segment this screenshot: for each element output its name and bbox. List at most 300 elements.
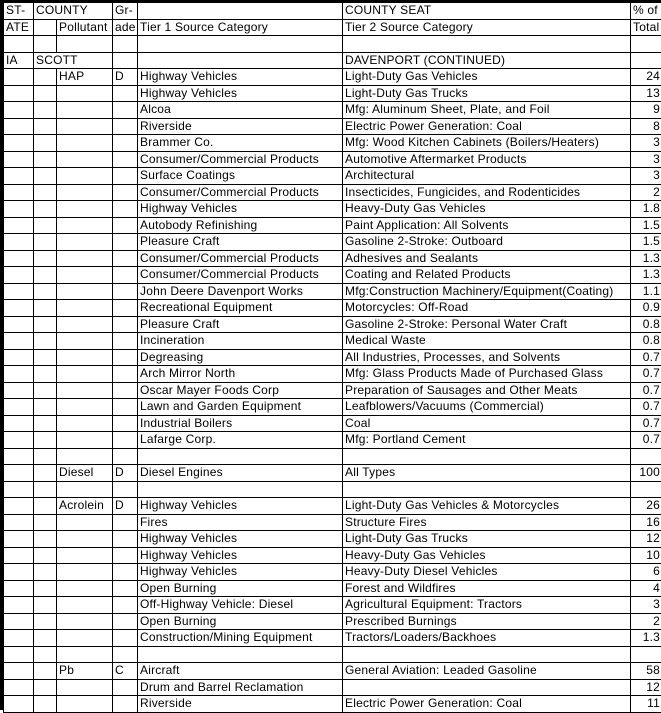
empty-cell: [113, 36, 138, 53]
tier1-cell: Lafarge Corp.: [138, 432, 343, 449]
tier1-cell: Arch Mirror North: [138, 366, 343, 383]
table-row: [4, 630, 661, 647]
empty-cell: [4, 234, 34, 251]
blank-row: [4, 448, 661, 465]
empty-cell: [57, 102, 113, 119]
pct-cell: 26: [631, 498, 661, 515]
table-row: [4, 564, 661, 581]
empty-cell: [57, 333, 113, 350]
tier2-cell: Insecticides, Fungicides, and Rodenticides: [343, 184, 631, 201]
tier2-cell: Gasoline 2-Stroke: Outboard: [343, 234, 631, 251]
empty-cell: [34, 646, 57, 663]
tier2-cell: Light-Duty Gas Vehicles & Motorcycles: [343, 498, 631, 515]
tier1-cell: Highway Vehicles: [138, 85, 343, 102]
empty-cell: [113, 333, 138, 350]
pct-cell: 4: [631, 580, 661, 597]
empty-cell: [631, 448, 661, 465]
empty-cell: [34, 102, 57, 119]
table-row: [4, 118, 661, 135]
empty-cell: [34, 399, 57, 416]
empty-cell: [631, 52, 661, 69]
empty-cell: [4, 184, 34, 201]
header-pct: % of: [631, 3, 661, 20]
pct-cell: 3: [631, 168, 661, 185]
header-pollutant: Pollutant: [57, 19, 113, 36]
tier1-cell: Surface Coatings: [138, 168, 343, 185]
table-row: [4, 349, 661, 366]
tier2-cell: Agricultural Equipment: Tractors: [343, 597, 631, 614]
table-row: [4, 69, 661, 86]
empty-cell: [34, 151, 57, 168]
blank-row: [4, 481, 661, 498]
empty-cell: [113, 630, 138, 647]
tier1-cell: Highway Vehicles: [138, 547, 343, 564]
pct-cell: 1.3: [631, 630, 661, 647]
empty-cell: [34, 69, 57, 86]
header-county: COUNTY: [34, 3, 113, 20]
emissions-table: [3, 2, 661, 713]
tier2-cell: Light-Duty Gas Trucks: [343, 531, 631, 548]
empty-cell: [57, 679, 113, 696]
table-row: [4, 547, 661, 564]
empty-cell: [113, 531, 138, 548]
table-row: [4, 102, 661, 119]
tier1-cell: Consumer/Commercial Products: [138, 151, 343, 168]
empty-cell: [4, 646, 34, 663]
empty-cell: [4, 382, 34, 399]
grade-cell: C: [113, 663, 138, 680]
empty-cell: [4, 85, 34, 102]
empty-cell: [4, 36, 34, 53]
empty-cell: [113, 349, 138, 366]
tier1-cell: Highway Vehicles: [138, 69, 343, 86]
empty-cell: [343, 36, 631, 53]
empty-cell: [138, 36, 343, 53]
empty-cell: [34, 663, 57, 680]
header-row-1: [4, 3, 661, 20]
table-row: [4, 498, 661, 515]
empty-cell: [57, 415, 113, 432]
table-row: [4, 613, 661, 630]
empty-cell: [34, 36, 57, 53]
pct-cell: 6: [631, 564, 661, 581]
tier2-cell: Mfg: Portland Cement: [343, 432, 631, 449]
empty-cell: [113, 613, 138, 630]
pct-cell: 13: [631, 85, 661, 102]
empty-cell: [4, 349, 34, 366]
pct-cell: 1.3: [631, 267, 661, 284]
empty-cell: [4, 481, 34, 498]
tier1-cell: Autobody Refinishing: [138, 217, 343, 234]
empty-cell: [113, 399, 138, 416]
tier1-cell: Lawn and Garden Equipment: [138, 399, 343, 416]
pct-cell: 2: [631, 184, 661, 201]
pct-cell: 12: [631, 531, 661, 548]
table-row: [4, 415, 661, 432]
empty-cell: [113, 679, 138, 696]
empty-cell: [57, 481, 113, 498]
empty-cell: [113, 234, 138, 251]
tier2-cell: Mfg: Wood Kitchen Cabinets (Boilers/Heaters): [343, 135, 631, 152]
tier2-cell: Adhesives and Sealants: [343, 250, 631, 267]
empty-cell: [57, 283, 113, 300]
empty-cell: [57, 118, 113, 135]
table-row: [4, 283, 661, 300]
tier1-cell: Riverside: [138, 696, 343, 713]
table-row: [4, 580, 661, 597]
empty-cell: [113, 580, 138, 597]
empty-cell: [4, 514, 34, 531]
empty-cell: [57, 597, 113, 614]
empty-cell: [57, 531, 113, 548]
tier1-cell: Fires: [138, 514, 343, 531]
empty-cell: [57, 267, 113, 284]
empty-cell: [34, 613, 57, 630]
tier1-cell: Consumer/Commercial Products: [138, 267, 343, 284]
pct-cell: 16: [631, 514, 661, 531]
empty-cell: [57, 432, 113, 449]
pct-cell: 0.7: [631, 432, 661, 449]
empty-cell: [113, 547, 138, 564]
tier1-cell: Industrial Boilers: [138, 415, 343, 432]
empty-cell: [4, 250, 34, 267]
tier2-cell: Architectural: [343, 168, 631, 185]
tier2-cell: Heavy-Duty Gas Vehicles: [343, 201, 631, 218]
table-row: [4, 135, 661, 152]
pct-cell: 1.5: [631, 234, 661, 251]
empty-cell: [113, 415, 138, 432]
pct-cell: 11: [631, 696, 661, 713]
table-row: [4, 316, 661, 333]
pollutant-cell: Pb: [57, 663, 113, 680]
empty-cell: [4, 597, 34, 614]
tier1-cell: John Deere Davenport Works: [138, 283, 343, 300]
tier2-cell: Heavy-Duty Diesel Vehicles: [343, 564, 631, 581]
empty-cell: [4, 399, 34, 416]
empty-cell: [4, 547, 34, 564]
empty-cell: [113, 201, 138, 218]
tier1-cell: Oscar Mayer Foods Corp: [138, 382, 343, 399]
empty-cell: [4, 415, 34, 432]
empty-cell: [57, 630, 113, 647]
empty-cell: [57, 300, 113, 317]
empty-cell: [57, 514, 113, 531]
empty-cell: [34, 432, 57, 449]
empty-cell: [4, 69, 34, 86]
empty-cell: [113, 118, 138, 135]
tier2-cell: Leafblowers/Vacuums (Commercial): [343, 399, 631, 416]
empty-cell: [4, 102, 34, 119]
empty-cell: [4, 366, 34, 383]
empty-cell: [57, 349, 113, 366]
table-row: [4, 663, 661, 680]
empty-cell: [34, 250, 57, 267]
pct-cell: 1.1: [631, 283, 661, 300]
grade-cell: D: [113, 498, 138, 515]
empty-cell: [34, 184, 57, 201]
tier2-cell: Coal: [343, 415, 631, 432]
empty-cell: [57, 382, 113, 399]
tier1-cell: Pleasure Craft: [138, 316, 343, 333]
empty-cell: [113, 168, 138, 185]
tier1-cell: Highway Vehicles: [138, 564, 343, 581]
empty-cell: [631, 36, 661, 53]
empty-cell: [57, 366, 113, 383]
empty-cell: [113, 514, 138, 531]
pct-cell: 12: [631, 679, 661, 696]
empty-cell: [34, 597, 57, 614]
state-cell: IA: [4, 52, 34, 69]
tier1-cell: Drum and Barrel Reclamation: [138, 679, 343, 696]
empty-cell: [113, 597, 138, 614]
empty-cell: [113, 250, 138, 267]
empty-cell: [4, 613, 34, 630]
empty-cell: [4, 531, 34, 548]
empty-cell: [4, 267, 34, 284]
empty-cell: [113, 184, 138, 201]
blank-row: [4, 646, 661, 663]
empty-cell: [113, 432, 138, 449]
header-state-2: ATE: [4, 19, 34, 36]
table-row: [4, 217, 661, 234]
table-row: [4, 514, 661, 531]
empty-cell: [57, 234, 113, 251]
pct-cell: 0.7: [631, 349, 661, 366]
empty-cell: [34, 349, 57, 366]
empty-cell: [113, 283, 138, 300]
empty-cell: [34, 333, 57, 350]
empty-cell: [113, 217, 138, 234]
tier2-cell: All Industries, Processes, and Solvents: [343, 349, 631, 366]
empty-cell: [113, 52, 138, 69]
empty-cell: [113, 267, 138, 284]
empty-cell: [57, 36, 113, 53]
empty-cell: [113, 151, 138, 168]
empty-cell: [34, 382, 57, 399]
tier1-cell: Brammer Co.: [138, 135, 343, 152]
empty-cell: [4, 118, 34, 135]
tier1-cell: Highway Vehicles: [138, 498, 343, 515]
empty-cell: [4, 465, 34, 482]
table-row: [4, 382, 661, 399]
tier1-cell: Diesel Engines: [138, 465, 343, 482]
pct-cell: 10: [631, 547, 661, 564]
tier2-cell: General Aviation: Leaded Gasoline: [343, 663, 631, 680]
table-row: [4, 432, 661, 449]
empty-cell: [57, 399, 113, 416]
empty-cell: [57, 151, 113, 168]
pct-cell: 100: [631, 465, 661, 482]
tier1-cell: Open Burning: [138, 613, 343, 630]
tier2-cell: Paint Application: All Solvents: [343, 217, 631, 234]
empty-cell: [113, 102, 138, 119]
tier1-cell: Degreasing: [138, 349, 343, 366]
tier2-cell: Light-Duty Gas Trucks: [343, 85, 631, 102]
empty-cell: [343, 646, 631, 663]
tier2-cell: Heavy-Duty Gas Vehicles: [343, 547, 631, 564]
empty-cell: [34, 465, 57, 482]
empty-cell: [34, 580, 57, 597]
empty-cell: [4, 448, 34, 465]
empty-cell: [113, 564, 138, 581]
table-row: [4, 201, 661, 218]
empty-cell: [57, 316, 113, 333]
empty-cell: [4, 151, 34, 168]
empty-cell: [4, 333, 34, 350]
pct-cell: 2: [631, 613, 661, 630]
pct-cell: 8: [631, 118, 661, 135]
pollutant-cell: Diesel: [57, 465, 113, 482]
header-row-2: [4, 19, 661, 36]
grade-cell: D: [113, 465, 138, 482]
pct-cell: 0.9: [631, 300, 661, 317]
empty-cell: [57, 448, 113, 465]
empty-cell: [4, 201, 34, 218]
table-row: [4, 184, 661, 201]
empty-cell: [138, 646, 343, 663]
tier1-cell: Consumer/Commercial Products: [138, 250, 343, 267]
tier2-cell: Automotive Aftermarket Products: [343, 151, 631, 168]
empty-cell: [4, 498, 34, 515]
tier1-cell: Highway Vehicles: [138, 201, 343, 218]
table-row: [4, 250, 661, 267]
header-tier1: Tier 1 Source Category: [138, 19, 343, 36]
tier1-cell: Pleasure Craft: [138, 234, 343, 251]
pct-cell: 0.7: [631, 382, 661, 399]
empty-cell: [34, 234, 57, 251]
pct-cell: 3: [631, 597, 661, 614]
pct-cell: 0.8: [631, 333, 661, 350]
empty-cell: [34, 283, 57, 300]
county-cell: SCOTT: [34, 52, 113, 69]
header-grade: Gr-: [113, 3, 138, 20]
pollutant-cell: Acrolein: [57, 498, 113, 515]
tier2-cell: Electric Power Generation: Coal: [343, 118, 631, 135]
tier2-cell: Light-Duty Gas Vehicles: [343, 69, 631, 86]
table-row: [4, 300, 661, 317]
empty-cell: [343, 448, 631, 465]
empty-cell: [57, 85, 113, 102]
tier2-cell: Medical Waste: [343, 333, 631, 350]
header-state: ST-: [4, 3, 34, 20]
table-row: [4, 679, 661, 696]
empty-cell: [4, 580, 34, 597]
tier1-cell: Off-Highway Vehicle: Diesel: [138, 597, 343, 614]
tier2-cell: Gasoline 2-Stroke: Personal Water Craft: [343, 316, 631, 333]
empty-cell: [4, 300, 34, 317]
tier2-cell: All Types: [343, 465, 631, 482]
pct-cell: 1.3: [631, 250, 661, 267]
header-tier1-blank: [138, 3, 343, 20]
empty-cell: [34, 85, 57, 102]
empty-cell: [631, 646, 661, 663]
empty-cell: [34, 168, 57, 185]
empty-cell: [57, 613, 113, 630]
empty-cell: [57, 547, 113, 564]
empty-cell: [34, 415, 57, 432]
empty-cell: [4, 432, 34, 449]
empty-cell: [113, 135, 138, 152]
table-row: [4, 168, 661, 185]
empty-cell: [57, 217, 113, 234]
empty-cell: [34, 547, 57, 564]
empty-cell: [113, 646, 138, 663]
blank-row: [4, 36, 661, 53]
tier1-cell: Consumer/Commercial Products: [138, 184, 343, 201]
empty-cell: [4, 679, 34, 696]
empty-cell: [34, 514, 57, 531]
table-row: [4, 399, 661, 416]
empty-cell: [113, 85, 138, 102]
empty-cell: [57, 250, 113, 267]
empty-cell: [343, 481, 631, 498]
empty-cell: [4, 564, 34, 581]
table-row: [4, 333, 661, 350]
pct-cell: 1.8: [631, 201, 661, 218]
empty-cell: [57, 135, 113, 152]
empty-cell: [57, 201, 113, 218]
tier2-cell: Tractors/Loaders/Backhoes: [343, 630, 631, 647]
empty-cell: [113, 448, 138, 465]
empty-cell: [4, 135, 34, 152]
empty-cell: [34, 316, 57, 333]
empty-cell: [57, 564, 113, 581]
tier2-cell: Electric Power Generation: Coal: [343, 696, 631, 713]
tier2-cell: [343, 679, 631, 696]
pct-cell: 0.7: [631, 366, 661, 383]
empty-cell: [4, 283, 34, 300]
empty-cell: [4, 217, 34, 234]
table-row: [4, 531, 661, 548]
empty-cell: [34, 564, 57, 581]
empty-cell: [4, 630, 34, 647]
header-county-seat: COUNTY SEAT: [343, 3, 631, 20]
empty-cell: [34, 448, 57, 465]
pct-cell: 1.5: [631, 217, 661, 234]
pct-cell: 58: [631, 663, 661, 680]
empty-cell: [4, 168, 34, 185]
table-row: [4, 234, 661, 251]
empty-cell: [4, 663, 34, 680]
tier1-cell: Alcoa: [138, 102, 343, 119]
pct-cell: 0.8: [631, 316, 661, 333]
header-tier2: Tier 2 Source Category: [343, 19, 631, 36]
county-seat-cell: DAVENPORT (CONTINUED): [343, 52, 631, 69]
tier2-cell: Motorcycles: Off-Road: [343, 300, 631, 317]
tier2-cell: Coating and Related Products: [343, 267, 631, 284]
empty-cell: [34, 498, 57, 515]
empty-cell: [34, 135, 57, 152]
header-pct-2: Total: [631, 19, 661, 36]
tier2-cell: Mfg: Glass Products Made of Purchased Glass: [343, 366, 631, 383]
empty-cell: [34, 217, 57, 234]
header-county-2: [34, 19, 57, 36]
pct-cell: 3: [631, 151, 661, 168]
tier2-cell: Preparation of Sausages and Other Meats: [343, 382, 631, 399]
empty-cell: [113, 300, 138, 317]
empty-cell: [34, 201, 57, 218]
location-row: [4, 52, 661, 69]
tier1-cell: Highway Vehicles: [138, 531, 343, 548]
table-row: [4, 597, 661, 614]
pct-cell: 9: [631, 102, 661, 119]
empty-cell: [57, 168, 113, 185]
empty-cell: [57, 184, 113, 201]
table-row: [4, 151, 661, 168]
empty-cell: [138, 52, 343, 69]
tier2-cell: Structure Fires: [343, 514, 631, 531]
pollutant-cell: HAP: [57, 69, 113, 86]
